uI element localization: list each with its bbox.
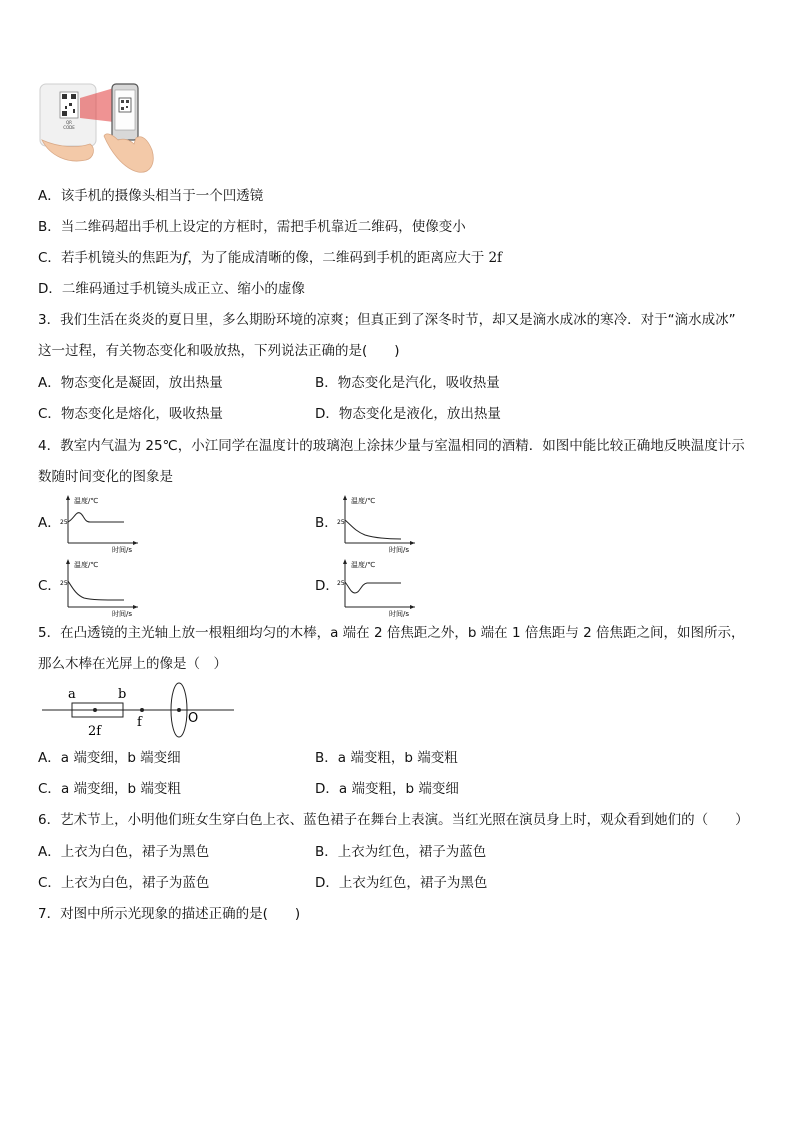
tick-25: 25 <box>60 580 68 587</box>
q2-option-b <box>38 218 466 236</box>
q2-option-c-mid: ，为了能成清晰的像，二维码到手机的距离应大于 <box>187 250 485 266</box>
q6-option-a-text: 上衣为白色，裙子为黑色 <box>60 844 210 860</box>
q4-graph-d <box>335 557 417 617</box>
q6-option-b <box>315 843 486 861</box>
q2-option-c <box>38 249 502 267</box>
q3-option-a-text: 物态变化是凝固，放出热量 <box>60 375 223 391</box>
q2-option-b-letter: B． <box>38 219 61 235</box>
q6-option-c-letter: C． <box>38 875 61 891</box>
curve <box>68 513 124 522</box>
q4-graph-c <box>58 557 140 617</box>
label-a: a <box>68 687 76 702</box>
q2-option-c-var: f <box>182 250 188 266</box>
q5-stem-line-1: 5．在凸透镜的主光轴上放一根粗细均匀的木棒，a 端在 2 倍焦距之外，b 端在 1 倍焦距与 2 倍焦距之间，如图所示， <box>38 625 745 641</box>
q3-option-c-text: 物态变化是熔化，吸收热量 <box>60 406 223 422</box>
curve <box>345 520 401 539</box>
q3-option-d <box>315 405 501 423</box>
q3-option-c-letter: C． <box>38 406 61 422</box>
q6-option-a <box>38 843 209 861</box>
q3-option-b-text: 物态变化是汽化，吸收热量 <box>337 375 500 391</box>
q2-option-c-pre: 若手机镜头的焦距为 <box>60 250 183 266</box>
q6-option-b-text: 上衣为红色，裙子为蓝色 <box>337 844 487 860</box>
q4-graph-b <box>335 493 417 553</box>
qr-text-line-2: CODE <box>63 125 75 130</box>
q6-option-a-letter: A． <box>38 844 61 860</box>
q6-option-b-letter: B． <box>315 844 338 860</box>
q4-stem-line-1: 4．教室内气温为 25℃，小江同学在温度计的玻璃泡上涂抹少量与室温相同的酒精．如图中能比较正确地反映温度计示 <box>38 438 745 454</box>
curve <box>68 581 124 600</box>
y-axis-label: 温度/℃ <box>74 561 99 569</box>
q6-option-d-letter: D． <box>315 875 339 891</box>
q5-option-d-letter: D． <box>315 781 339 797</box>
label-f: f <box>137 715 142 730</box>
y-axis-label: 温度/℃ <box>351 497 376 505</box>
q2-option-c-letter: C． <box>38 250 61 266</box>
q2-option-d-letter: D． <box>38 281 62 297</box>
q4-graph-a <box>58 493 140 553</box>
q4-option-d-letter: D． <box>315 578 339 594</box>
q2-option-d <box>38 280 305 298</box>
q3-stem-line-2: 这一过程，有关物态变化和吸放热，下列说法正确的是( ) <box>38 343 400 359</box>
phone-scanning-qr-figure <box>38 78 158 176</box>
q2-option-a <box>38 187 263 205</box>
q5-option-c-text: a 端变细，b 端变粗 <box>60 781 181 797</box>
tick-25: 25 <box>337 580 345 587</box>
x-axis-label: 时间/s <box>389 546 410 553</box>
phone-qr-frame <box>119 98 131 112</box>
x-axis-label: 时间/s <box>112 546 133 553</box>
label-o: O <box>188 711 199 726</box>
q5-option-a-letter: A． <box>38 750 61 766</box>
q6-option-c-text: 上衣为白色，裙子为蓝色 <box>60 875 210 891</box>
q3-option-c <box>38 405 223 423</box>
q4-option-c-letter: C． <box>38 578 61 594</box>
q5-option-b-letter: B． <box>315 750 338 766</box>
label-2f: 2f <box>88 724 102 739</box>
q6-option-d <box>315 874 487 892</box>
q3-option-a <box>38 374 223 392</box>
q2-option-d-text: 二维码通过手机镜头成正立、缩小的虚像 <box>61 281 305 297</box>
q5-option-a <box>38 749 181 767</box>
tick-25: 25 <box>337 519 345 526</box>
y-axis-label: 温度/℃ <box>74 497 99 505</box>
q2-option-c-val: 2f <box>488 250 503 266</box>
q4-option-b-letter: B． <box>315 515 338 531</box>
q6-option-d-text: 上衣为红色，裙子为黑色 <box>338 875 488 891</box>
q2-option-b-text: 当二维码超出手机上设定的方框时，需把手机靠近二维码，使像变小 <box>60 219 466 235</box>
q2-option-a-text: 该手机的摄像头相当于一个凹透镜 <box>60 188 264 204</box>
tick-25: 25 <box>60 519 68 526</box>
y-axis-label: 温度/℃ <box>351 561 376 569</box>
point-2f <box>93 708 97 712</box>
q3-option-b <box>315 374 500 392</box>
x-axis-label: 时间/s <box>112 610 133 617</box>
q3-stem-line-1: 3．我们生活在炎炎的夏日里，多么期盼环境的凉爽；但真正到了深冬时节，却又是滴水成冰的寒冷．对于“滴水成冰” <box>38 312 736 328</box>
q7-stem-line-1: 7．对图中所示光现象的描述正确的是( ) <box>38 906 301 922</box>
q5-option-d-text: a 端变粗，b 端变细 <box>338 781 459 797</box>
q4-option-a-letter: A． <box>38 515 61 531</box>
q3-option-d-text: 物态变化是液化，放出热量 <box>338 406 501 422</box>
curve <box>345 582 401 593</box>
q5-option-b-text: a 端变粗，b 端变粗 <box>337 750 458 766</box>
q5-option-a-text: a 端变细，b 端变细 <box>60 750 181 766</box>
q4-stem-line-2: 数随时间变化的图象是 <box>38 469 173 485</box>
q5-lens-figure <box>38 680 238 742</box>
point-o <box>177 708 181 712</box>
q3-option-d-letter: D． <box>315 406 339 422</box>
label-b: b <box>118 687 127 702</box>
q3-option-b-letter: B． <box>315 375 338 391</box>
point-f <box>140 708 144 712</box>
q5-option-c <box>38 780 181 798</box>
q2-option-a-letter: A． <box>38 188 61 204</box>
q6-stem-line-1: 6．艺术节上，小明他们班女生穿白色上衣、蓝色裙子在舞台上表演。当红光照在演员身上时，观众看到她们的（ ） <box>38 812 749 828</box>
q5-option-c-letter: C． <box>38 781 61 797</box>
q5-option-d <box>315 780 459 798</box>
q6-option-c <box>38 874 209 892</box>
q3-option-a-letter: A． <box>38 375 61 391</box>
qr-text-line-1: QR <box>66 120 72 125</box>
q5-stem-line-2: 那么木棒在光屏上的像是（ ） <box>38 656 227 672</box>
q5-option-b <box>315 749 458 767</box>
x-axis-label: 时间/s <box>389 610 410 617</box>
